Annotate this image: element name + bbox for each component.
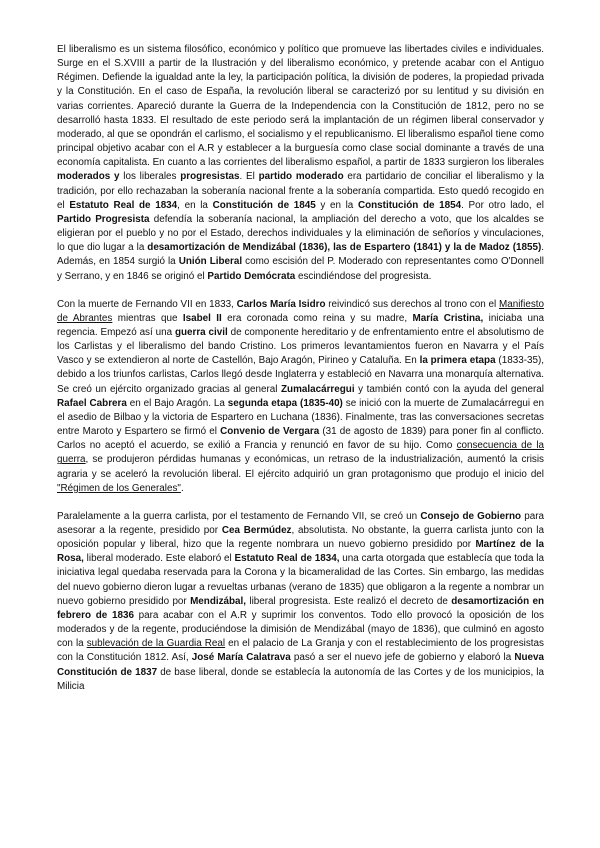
text-run: escindiéndose del progresista. [295,270,432,282]
text-run: (31 de agosto de 1839) para poner fin al conflicto. Carlos no aceptó el acuerdo, se exilió a Francia y renunció en favor de su hijo. Como [57,426,544,452]
bold-term: desamortización de Mendizábal (1836), las de Espartero (1841) y la de Madoz (1855) [147,242,542,254]
bold-term: segunda etapa [227,397,298,409]
text-run: liberal moderado. Este elaboró el [83,553,235,565]
paragraph-guerra-carlista [57,298,544,496]
text-run: El liberalismo es un sistema filosófico, económico y político que promueve las libertades civiles e individuales. Surge en el S.XVIII a partir de la Ilustración y del liberalismo económico, y pretende acabar con el Antiguo Régimen. Defiende la igualdad ante la ley, la participación política, la división de poderes, la propiedad privada y la Constitución. En el caso de España, la revolución liberal se caracterizó por su lentitud y su división en varias corrientes. Apareció durante la Guerra de la Independencia con la Constitución de 1812, pero no se desarrolló hasta 1833. El resultado de este periodo será la implantación de un régimen liberal conservador y moderado, al que se opondrán el carlismo, el socialismo y el republicanismo. El liberalismo español tiene como principal objetivo acabar con el A.R y establecer a la burguesía como clase social dominante a través de una economía capitalista. En cuanto a las corrientes del liberalismo español, a partir de 1833 surgieron los liberales [57,44,544,169]
text-run: y también contó con la ayuda del general [354,383,544,395]
bold-term: Convenio de Vergara [220,426,320,438]
text-run: iniciaba una regencia. Empezó así una [57,312,544,338]
bold-term: Martínez de la Rosa, [57,539,544,565]
text-run: , en la [177,199,213,211]
bold-term: moderados y [57,171,120,183]
text-run: . Además, en 1854 surgió la [57,242,544,268]
text-run: se inició con la muerte de Zumalacárregui en el asedio de Bilbao y la victoria de Espartero en Luchana (1836). Finalmente, tras las conversaciones secretas entre Maroto y Espartero se firmó el [57,397,544,438]
text-run: una carta otorgada que establecía que toda la iniciativa legal quedaba reservada para la Corona y la bicameralidad de las Cortes. Sin embargo, las medidas del nuevo gobierno dieron lugar a revueltas urbanas (verano de 1835) que obligaron a la regente a nombrar un nuevo gobierno presidido por [57,553,544,607]
bold-term: Nueva Constitución de 1837 [57,652,544,678]
bold-term: progresistas [180,171,240,183]
text-run: de componente hereditario y de enfrentamiento entre el absolutismo de los Carlistas y el liberalismo del bando Cristino. Los primeros levantamientos fueron en Navarra y el País Vasco y se extendieron al norte de Castellón, Bajo Aragón, Pirineo y Cataluña. En [57,326,544,367]
bold-term: Constitución de 1845 [212,199,316,211]
bold-term: guerra civil [174,326,228,338]
text-run: . El [239,171,259,183]
bold-term: desamortización en febrero de 1836 [57,595,544,621]
bold-term: Estatuto Real de 1834, [234,553,340,565]
text-run: era partidario de conciliar el liberalismo y la tradición, por ello rechazaban la soberanía nacional frente a la soberanía compartida. Esto quedó recogido en el [57,171,544,211]
text-run: Paralelamente a la guerra carlista, por el testamento de Fernando VII, se creó un [57,510,421,522]
bold-term: Consejo de Gobierno [420,510,522,522]
text-run: liberal progresista. Este realizó el decreto de [246,595,452,607]
bold-term: Partido Progresista [57,213,150,225]
bold-term: Isabel II [182,312,222,324]
underlined-term: consecuencia de la guerra [57,440,545,466]
text-run: (1833-35), debido a los triunfos carlistas, Carlos llegó desde Inglaterra y estableció en Navarra una monarquía alternativa. Se creó un ejército organizado gracias al general [57,355,544,395]
text-run: mientras que [112,312,183,324]
bold-term: Mendizábal, [190,595,247,607]
bold-term: Estatuto Real de 1834 [69,199,178,211]
bold-term: la primera etapa [419,355,496,367]
paragraph-regencia [57,510,544,694]
text-run: reivindicó sus derechos al trono con el [325,298,499,310]
text-run: para asesorar a la regente, presidido por [57,510,544,536]
text-run: Con la muerte de Fernando VII en 1833, [57,298,237,310]
bold-term: Partido Demócrata [207,270,296,282]
underlined-term: "Régimen de los Generales" [57,482,181,494]
bold-term: Rafael Cabrera [57,397,127,409]
underlined-term: sublevación de la Guardia Real [86,638,226,650]
text-run: . [180,482,184,494]
text-run: los liberales [119,171,181,183]
text-run: era coronada como reina y su madre, [221,312,413,324]
text-run: , se produjeron pérdidas humanas y económicas, un retraso de la industrialización, aumentó la crisis agraria y se aceleró la revolución liberal. El ejército adquirió un gran protagonismo que produjo el inicio del [57,454,544,480]
bold-term: partido moderado [258,171,344,183]
text-run: . Por otro lado, el [461,199,544,211]
bold-term: (1835-40) [300,397,343,409]
bold-term: Constitución de 1854 [357,199,462,211]
text-run: como escisión del P. Moderado con representantes como O'Donnell y Serrano, y en 1846 se originó el [57,256,544,282]
underlined-term: Manifiesto de Abrantes [57,298,544,324]
text-run: de base liberal, donde se establecía la autonomía de las Cortes y de los municipios, la Milicia [57,666,544,692]
bold-term: Zumalacárregui [281,383,355,395]
text-run: pasó a ser el nuevo jefe de gobierno y elaboró la [290,652,515,664]
bold-term: María Cristina, [412,312,484,324]
text-run: en el palacio de La Granja y con el restablecimiento de los progresistas con la Constitución 1812. Así, [57,638,544,664]
text-run: y en la [315,199,358,211]
text-run: defendía la soberanía nacional, la ampliación del derecho a voto, que los alcaldes se eligieran por el pueblo y no por el Estado, derechos individuales y la eliminación de señoríos y vinculaciones, lo que dio lugar a la [57,213,544,254]
bold-term: Carlos María Isidro [236,298,326,310]
bold-term: Cea Bermúdez [221,525,292,536]
text-run: para acabar con el A.R y suprimir los conventos. Todo ello provocó la oposición de los moderados y de la regente, produciéndose la dimisión de Mendizábal (mayo de 1836), que culminó en agosto con la [57,609,544,650]
text-run: , absolutista. No obstante, la guerra carlista junto con la oposición popular y liberal, hizo que la regente nombrara un nuevo gobierno presidido por [57,525,544,551]
bold-term: José María Calatrava [191,652,291,664]
bold-term: Unión Liberal [178,256,243,268]
paragraph-liberalismo [57,43,544,284]
text-run: en el Bajo Aragón. La [126,397,228,409]
